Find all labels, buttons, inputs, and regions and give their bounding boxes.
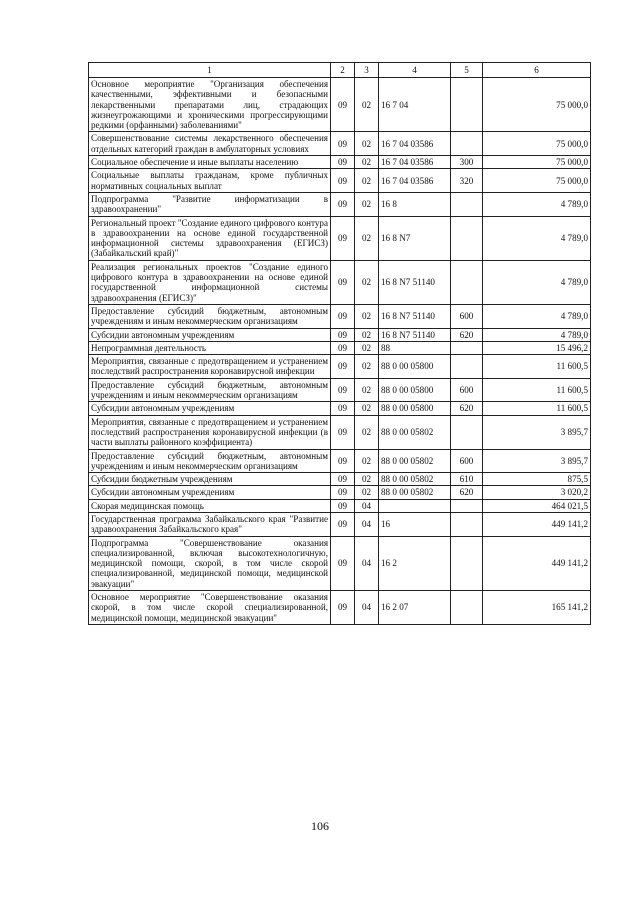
cell-target-article: 16 8 bbox=[379, 192, 451, 216]
cell-amount: 3 895,7 bbox=[483, 415, 591, 449]
column-header: 2 bbox=[331, 63, 355, 78]
table-row bbox=[89, 216, 591, 260]
cell-amount: 75 000,0 bbox=[483, 156, 591, 169]
table-row bbox=[89, 156, 591, 169]
cell-subsection: 02 bbox=[355, 341, 379, 354]
table-row bbox=[89, 473, 591, 486]
cell-amount: 75 000,0 bbox=[483, 78, 591, 132]
cell-section: 09 bbox=[331, 355, 355, 379]
table-body bbox=[89, 78, 591, 625]
cell-name: Подпрограмма "Развитие информатизации в здравоохранении" bbox=[89, 192, 331, 216]
cell-expense-type bbox=[451, 341, 483, 354]
cell-expense-type bbox=[451, 192, 483, 216]
table-row bbox=[89, 132, 591, 156]
cell-name: Скорая медицинская помощь bbox=[89, 499, 331, 512]
cell-name: Субсидии автономным учреждениям bbox=[89, 402, 331, 415]
cell-target-article: 16 8 N7 51140 bbox=[379, 260, 451, 304]
table-row bbox=[89, 499, 591, 512]
cell-amount: 4 789,0 bbox=[483, 260, 591, 304]
column-header: 5 bbox=[451, 63, 483, 78]
cell-expense-type: 320 bbox=[451, 169, 483, 193]
cell-subsection: 02 bbox=[355, 415, 379, 449]
cell-amount: 875,5 bbox=[483, 473, 591, 486]
cell-name: Региональный проект "Создание единого цифрового контура в здравоохранении на основе единой государственной информационной системы здравоохранения (ЕГИСЗ) (Забайкальский край)" bbox=[89, 216, 331, 260]
cell-section: 09 bbox=[331, 169, 355, 193]
table-row bbox=[89, 355, 591, 379]
cell-expense-type bbox=[451, 132, 483, 156]
cell-amount: 11 600,5 bbox=[483, 402, 591, 415]
cell-subsection: 02 bbox=[355, 304, 379, 328]
cell-target-article: 88 0 00 05802 bbox=[379, 473, 451, 486]
cell-name: Социальные выплаты гражданам, кроме публичных нормативных социальных выплат bbox=[89, 169, 331, 193]
cell-amount: 3 020,2 bbox=[483, 486, 591, 499]
table-row bbox=[89, 486, 591, 499]
budget-table bbox=[88, 62, 591, 625]
cell-amount: 464 021,5 bbox=[483, 499, 591, 512]
cell-expense-type bbox=[451, 260, 483, 304]
cell-section: 09 bbox=[331, 216, 355, 260]
cell-amount: 11 600,5 bbox=[483, 378, 591, 402]
cell-target-article: 88 0 00 05802 bbox=[379, 449, 451, 473]
cell-expense-type: 610 bbox=[451, 473, 483, 486]
table-row bbox=[89, 304, 591, 328]
table-row bbox=[89, 378, 591, 402]
table-row bbox=[89, 591, 591, 625]
cell-expense-type: 600 bbox=[451, 449, 483, 473]
cell-amount: 11 600,5 bbox=[483, 355, 591, 379]
cell-name: Социальное обеспечение и иные выплаты населению bbox=[89, 156, 331, 169]
cell-expense-type: 620 bbox=[451, 328, 483, 341]
cell-section: 09 bbox=[331, 260, 355, 304]
cell-section: 09 bbox=[331, 78, 355, 132]
table-row bbox=[89, 192, 591, 216]
table-row bbox=[89, 341, 591, 354]
cell-amount: 4 789,0 bbox=[483, 192, 591, 216]
cell-name: Государственная программа Забайкальского края "Развитие здравоохранения Забайкальского края" bbox=[89, 512, 331, 536]
cell-expense-type bbox=[451, 216, 483, 260]
cell-name: Основное мероприятие "Совершенствование оказания скорой, в том числе скорой специализированной, медицинской помощи, медицинской эвакуации" bbox=[89, 591, 331, 625]
cell-expense-type bbox=[451, 78, 483, 132]
cell-expense-type: 620 bbox=[451, 486, 483, 499]
cell-name: Мероприятия, связанные с предотвращением и устранением последствий распространения коронавирусной инфекции (в части выплаты районного коэффициента) bbox=[89, 415, 331, 449]
cell-section: 09 bbox=[331, 378, 355, 402]
cell-section: 09 bbox=[331, 512, 355, 536]
cell-target-article: 16 7 04 03586 bbox=[379, 156, 451, 169]
cell-name: Субсидии бюджетным учреждениям bbox=[89, 473, 331, 486]
cell-target-article: 88 0 00 05800 bbox=[379, 378, 451, 402]
cell-subsection: 02 bbox=[355, 216, 379, 260]
cell-name: Совершенствование системы лекарственного обеспечения отдельных категорий граждан в амбулаторных условиях bbox=[89, 132, 331, 156]
cell-target-article: 16 7 04 03586 bbox=[379, 169, 451, 193]
cell-amount: 75 000,0 bbox=[483, 169, 591, 193]
cell-expense-type bbox=[451, 499, 483, 512]
cell-name: Предоставление субсидий бюджетным, автономным учреждениям и иным некоммерческим организациям bbox=[89, 449, 331, 473]
cell-name: Реализация региональных проектов "Создание единого цифрового контура в здравоохранении на основе единой государственной информационной системы здравоохранения (ЕГИСЗ)" bbox=[89, 260, 331, 304]
cell-target-article: 16 2 bbox=[379, 536, 451, 590]
cell-amount: 449 141,2 bbox=[483, 536, 591, 590]
cell-target-article: 16 bbox=[379, 512, 451, 536]
cell-section: 09 bbox=[331, 402, 355, 415]
cell-subsection: 02 bbox=[355, 260, 379, 304]
table-row bbox=[89, 169, 591, 193]
cell-section: 09 bbox=[331, 192, 355, 216]
cell-target-article: 16 8 N7 51140 bbox=[379, 304, 451, 328]
cell-expense-type bbox=[451, 415, 483, 449]
page-number: 106 bbox=[311, 819, 329, 833]
cell-section: 09 bbox=[331, 304, 355, 328]
cell-subsection: 04 bbox=[355, 499, 379, 512]
cell-section: 09 bbox=[331, 132, 355, 156]
cell-section: 09 bbox=[331, 499, 355, 512]
cell-subsection: 02 bbox=[355, 402, 379, 415]
cell-target-article: 16 2 07 bbox=[379, 591, 451, 625]
cell-target-article: 16 7 04 03586 bbox=[379, 132, 451, 156]
table-row bbox=[89, 449, 591, 473]
cell-subsection: 02 bbox=[355, 156, 379, 169]
cell-name: Субсидии автономным учреждениям bbox=[89, 328, 331, 341]
cell-subsection: 02 bbox=[355, 328, 379, 341]
cell-subsection: 04 bbox=[355, 591, 379, 625]
cell-expense-type bbox=[451, 591, 483, 625]
cell-target-article: 16 8 N7 bbox=[379, 216, 451, 260]
table-row bbox=[89, 328, 591, 341]
table-row bbox=[89, 78, 591, 132]
cell-expense-type: 600 bbox=[451, 378, 483, 402]
cell-amount: 15 496,2 bbox=[483, 341, 591, 354]
cell-subsection: 02 bbox=[355, 449, 379, 473]
cell-subsection: 02 bbox=[355, 192, 379, 216]
cell-amount: 4 789,0 bbox=[483, 216, 591, 260]
cell-section: 09 bbox=[331, 415, 355, 449]
cell-expense-type: 300 bbox=[451, 156, 483, 169]
cell-section: 09 bbox=[331, 536, 355, 590]
cell-subsection: 02 bbox=[355, 355, 379, 379]
cell-section: 09 bbox=[331, 156, 355, 169]
cell-target-article: 88 0 00 05802 bbox=[379, 486, 451, 499]
cell-subsection: 04 bbox=[355, 512, 379, 536]
cell-amount: 75 000,0 bbox=[483, 132, 591, 156]
cell-expense-type bbox=[451, 512, 483, 536]
cell-subsection: 02 bbox=[355, 378, 379, 402]
table-row bbox=[89, 512, 591, 536]
table-row bbox=[89, 415, 591, 449]
cell-subsection: 02 bbox=[355, 473, 379, 486]
cell-section: 09 bbox=[331, 473, 355, 486]
cell-name: Основное мероприятие "Организация обеспечения качественными, эффективными и безопасными лекарственными препаратами лиц, страдающих жизнеугрожающими и хроническими прогрессирующими редкими (орфанными) заболеваниями" bbox=[89, 78, 331, 132]
cell-name: Субсидии автономным учреждениям bbox=[89, 486, 331, 499]
cell-name: Предоставление субсидий бюджетным, автономным учреждениям и иным некоммерческим организациям bbox=[89, 378, 331, 402]
cell-name: Мероприятия, связанные с предотвращением и устранением последствий распространения коронавирусной инфекции bbox=[89, 355, 331, 379]
table-row bbox=[89, 536, 591, 590]
cell-section: 09 bbox=[331, 486, 355, 499]
cell-expense-type bbox=[451, 536, 483, 590]
column-header: 4 bbox=[379, 63, 451, 78]
cell-target-article: 88 0 00 05800 bbox=[379, 402, 451, 415]
cell-target-article bbox=[379, 499, 451, 512]
cell-expense-type bbox=[451, 355, 483, 379]
cell-target-article: 88 bbox=[379, 341, 451, 354]
cell-amount: 4 789,0 bbox=[483, 304, 591, 328]
cell-subsection: 02 bbox=[355, 169, 379, 193]
cell-section: 09 bbox=[331, 341, 355, 354]
cell-amount: 449 141,2 bbox=[483, 512, 591, 536]
cell-subsection: 02 bbox=[355, 132, 379, 156]
cell-target-article: 88 0 00 05800 bbox=[379, 355, 451, 379]
cell-section: 09 bbox=[331, 449, 355, 473]
cell-subsection: 02 bbox=[355, 78, 379, 132]
cell-amount: 3 895,7 bbox=[483, 449, 591, 473]
column-header: 6 bbox=[483, 63, 591, 78]
cell-target-article: 16 8 N7 51140 bbox=[379, 328, 451, 341]
cell-amount: 4 789,0 bbox=[483, 328, 591, 341]
cell-subsection: 04 bbox=[355, 536, 379, 590]
cell-expense-type: 600 bbox=[451, 304, 483, 328]
cell-name: Непрограммная деятельность bbox=[89, 341, 331, 354]
column-header: 3 bbox=[355, 63, 379, 78]
cell-name: Предоставление субсидий бюджетным, автономным учреждениям и иным некоммерческим организациям bbox=[89, 304, 331, 328]
cell-expense-type: 620 bbox=[451, 402, 483, 415]
cell-name: Подпрограмма "Совершенствование оказания специализированной, включая высокотехнологичную, медицинской помощи, скорой, в том числе скорой специализированной, медицинской помощи, медицинской эвакуации" bbox=[89, 536, 331, 590]
table-row bbox=[89, 260, 591, 304]
table-header-row bbox=[89, 63, 591, 78]
cell-section: 09 bbox=[331, 591, 355, 625]
column-header: 1 bbox=[89, 63, 331, 78]
table-row bbox=[89, 402, 591, 415]
cell-target-article: 88 0 00 05802 bbox=[379, 415, 451, 449]
cell-subsection: 02 bbox=[355, 486, 379, 499]
cell-target-article: 16 7 04 bbox=[379, 78, 451, 132]
cell-amount: 165 141,2 bbox=[483, 591, 591, 625]
cell-section: 09 bbox=[331, 328, 355, 341]
